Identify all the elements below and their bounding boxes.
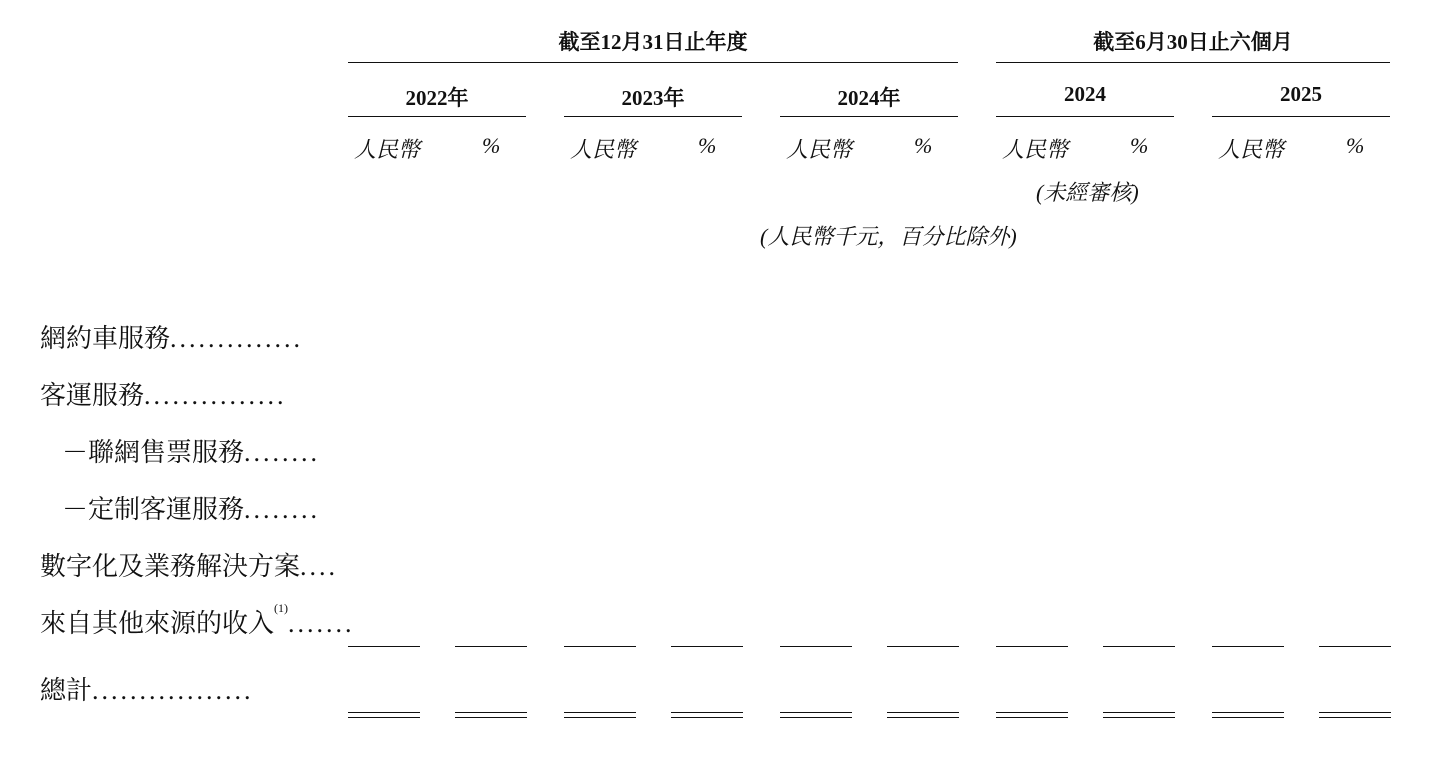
currency-header: 人民幣 — [570, 137, 637, 162]
unit-note: (人民幣千元，百分比除外) — [760, 224, 1017, 249]
row-label — [40, 546, 338, 583]
percent-header: % — [1346, 133, 1365, 158]
percent-header: % — [914, 133, 933, 158]
total-double-rule — [348, 712, 420, 718]
currency-header: 人民幣 — [1002, 137, 1069, 162]
year-rule — [780, 116, 958, 117]
total-double-rule — [1103, 712, 1175, 718]
group-header-rule — [348, 62, 958, 63]
row-label-text: 總計 — [40, 676, 93, 705]
subtotal-rule — [671, 646, 743, 647]
percent-header: % — [1130, 133, 1149, 158]
leader-dots: .............. — [170, 324, 304, 353]
subtotal-rule — [996, 646, 1068, 647]
leader-dots: ........ — [244, 495, 321, 524]
row-label-text: －定制客運服務 — [62, 495, 245, 524]
total-double-rule — [1319, 712, 1391, 718]
group-header-six-months: 截至6月30日止六個月 — [1093, 30, 1293, 54]
percent-header: % — [698, 133, 717, 158]
subtotal-rule — [348, 646, 420, 647]
year-header: 2024 — [1064, 82, 1106, 106]
row-label — [62, 432, 320, 469]
row-label — [40, 603, 355, 640]
year-rule — [996, 116, 1174, 117]
subtotal-rule — [564, 646, 636, 647]
leader-dots: ........ — [244, 438, 321, 467]
row-label — [40, 318, 303, 355]
row-label-text: 來自其他來源的收入 — [40, 609, 275, 638]
row-label — [40, 375, 287, 412]
currency-header: 人民幣 — [354, 137, 421, 162]
subtotal-rule — [1103, 646, 1175, 647]
year-header: 2024年 — [837, 86, 901, 110]
year-header: 2023年 — [621, 86, 685, 110]
subtotal-rule — [780, 646, 852, 647]
year-rule — [1212, 116, 1390, 117]
row-label — [40, 670, 254, 707]
total-double-rule — [996, 712, 1068, 718]
total-double-rule — [780, 712, 852, 718]
total-double-rule — [671, 712, 743, 718]
leader-dots: .... — [300, 552, 339, 581]
year-rule — [564, 116, 742, 117]
year-header: 2022年 — [405, 86, 469, 110]
total-double-rule — [887, 712, 959, 718]
subtotal-rule — [1319, 646, 1391, 647]
subtotal-rule — [1212, 646, 1284, 647]
year-header: 2025 — [1280, 82, 1322, 106]
percent-header: % — [482, 133, 501, 158]
subtotal-rule — [455, 646, 527, 647]
currency-header: 人民幣 — [786, 137, 853, 162]
leader-dots: ....... — [288, 609, 355, 638]
row-label-text: －聯網售票服務 — [62, 438, 245, 467]
group-header-rule — [996, 62, 1390, 63]
row-label-text: 網約車服務 — [40, 324, 171, 353]
subtotal-rule — [887, 646, 959, 647]
group-header-fiscal-year: 截至12月31日止年度 — [558, 30, 748, 54]
total-double-rule — [1212, 712, 1284, 718]
total-double-rule — [564, 712, 636, 718]
leader-dots: ............... — [144, 381, 287, 410]
row-label — [62, 489, 320, 526]
footnote-marker: (1) — [274, 601, 289, 615]
total-double-rule — [455, 712, 527, 718]
row-label-text: 數字化及業務解決方案 — [40, 552, 301, 581]
unaudited-note: (未經審核) — [1036, 180, 1139, 205]
year-rule — [348, 116, 526, 117]
leader-dots: ................. — [92, 676, 254, 705]
currency-header: 人民幣 — [1218, 137, 1285, 162]
row-label-text: 客運服務 — [40, 381, 145, 410]
